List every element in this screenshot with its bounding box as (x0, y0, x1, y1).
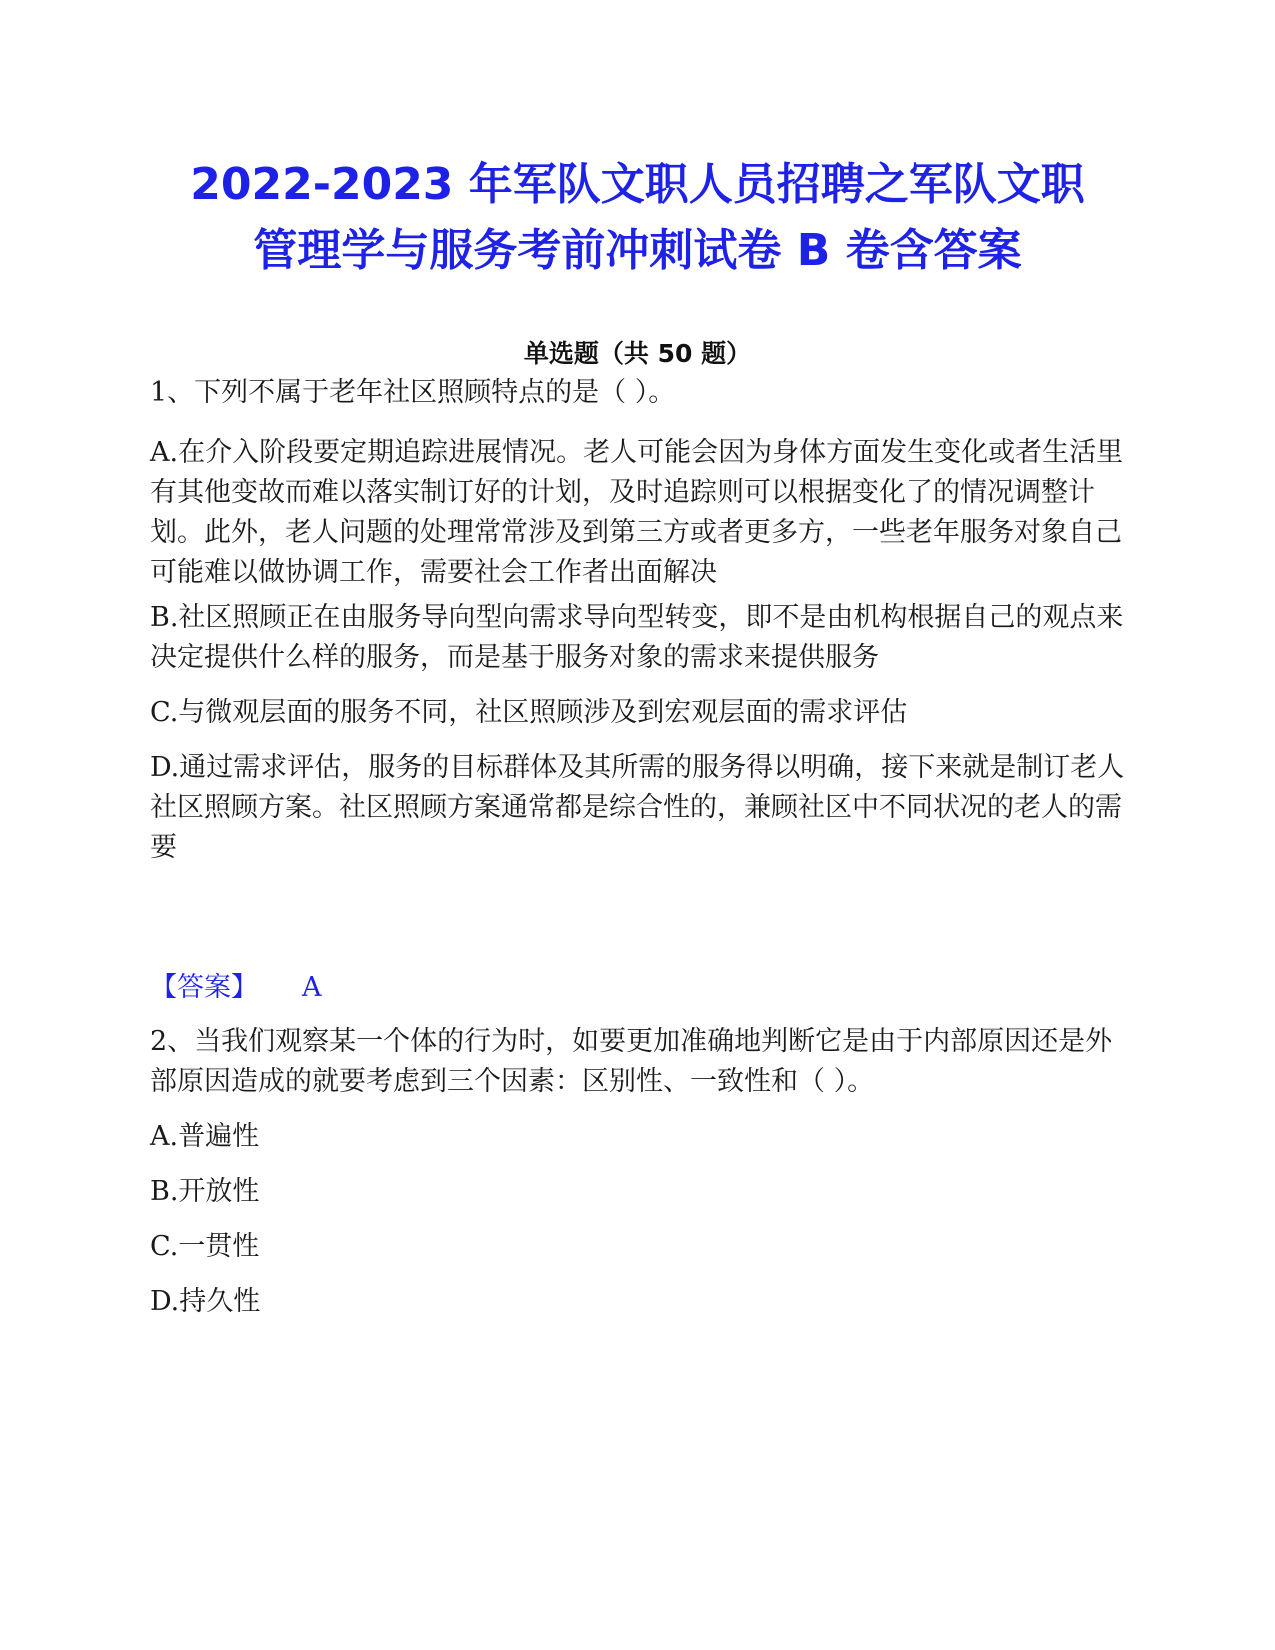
answer-label: 【答案】 (150, 972, 258, 1003)
question-2-option-d: D.持久性 (150, 1286, 261, 1317)
question-2-option-c: C.一贯性 (150, 1231, 260, 1262)
question-1-stem: 1、下列不属于老年社区照顾特点的是（ ）。 (150, 377, 676, 408)
question-2-option-b: B.开放性 (150, 1176, 260, 1207)
question-1-option-b: B.社区照顾正在由服务导向型向需求导向型转变，即不是由机构根据自己的观点来决定提供什么样的服务，而是基于服务对象的需求来提供服务 (150, 602, 1124, 673)
question-1-option-c: C.与微观层面的服务不同，社区照顾涉及到宏观层面的需求评估 (150, 697, 908, 728)
document-title-line-2: 管理学与服务考前冲刺试卷 B 卷含答案 (253, 225, 1022, 276)
section-heading: 单选题（共 50 题） (523, 339, 752, 368)
question-1-option-d: D.通过需求评估，服务的目标群体及其所需的服务得以明确，接下来就是制订老人社区照顾方案。社区照顾方案通常都是综合性的，兼顾社区中不同状况的老人的需要 (150, 752, 1125, 863)
answer-value: A (302, 972, 322, 1003)
document-title (130, 152, 1145, 284)
document-title-line-1: 2022-2023 年军队文职人员招聘之军队文职 (190, 159, 1085, 210)
question-2-option-a: A.普遍性 (150, 1121, 260, 1152)
question-2-stem: 2、当我们观察某一个体的行为时，如要更加准确地判断它是由于内部原因还是外部原因造成的就要考虑到三个因素：区别性、一致性和（ ）。 (150, 1026, 1113, 1097)
question-1-option-a: A.在介入阶段要定期追踪进展情况。老人可能会因为身体方面发生变化或者生活里有其他变故而难以落实制订好的计划，及时追踪则可以根据变化了的情况调整计划。此外，老人问题的处理常常涉及到第三方或者更多方，一些老年服务对象自己可能难以做协调工作，需要社会工作者出面解决 (150, 437, 1124, 588)
question-1-answer (150, 968, 322, 1008)
